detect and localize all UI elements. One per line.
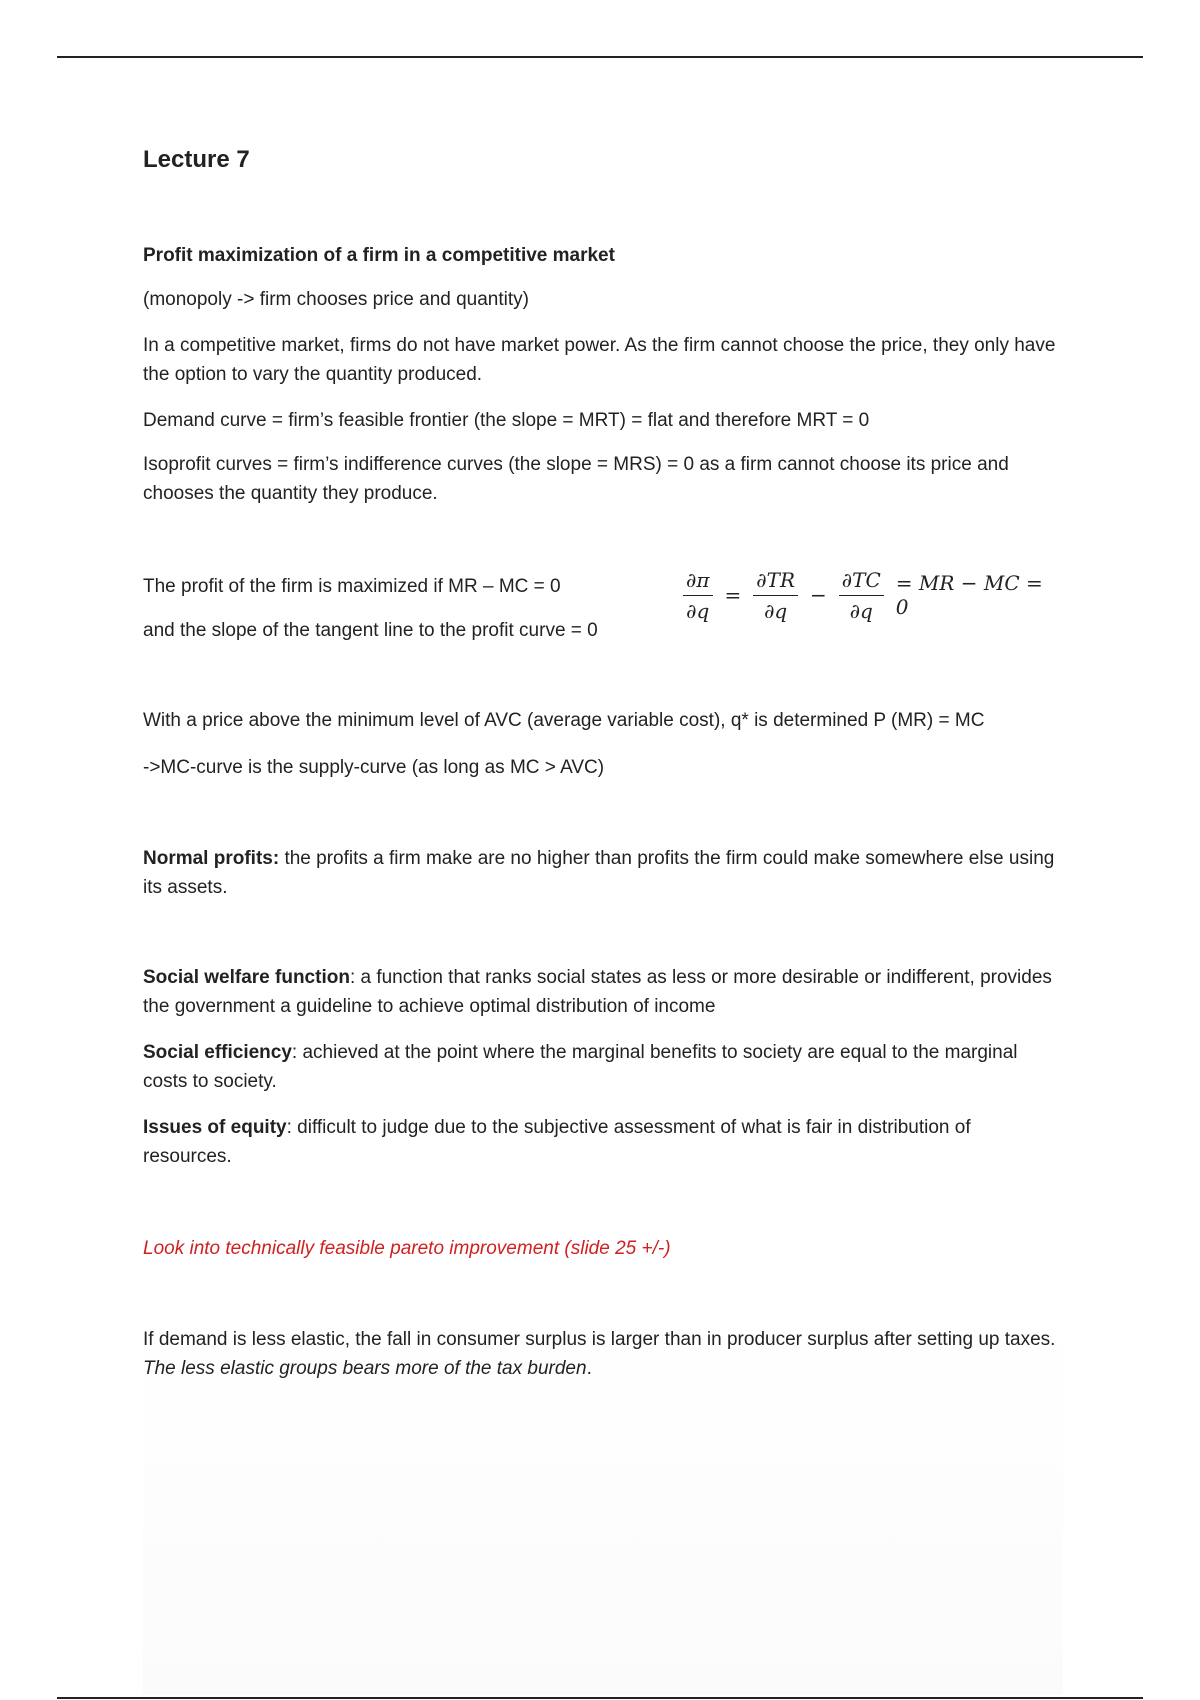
fraction-tc xyxy=(839,567,884,624)
demand-curve-paragraph: Demand curve = firm’s feasible frontier (the slope = MRT) = flat and therefore MRT = 0 xyxy=(143,410,870,431)
elasticity-end: . xyxy=(586,1358,592,1379)
elasticity-paragraph xyxy=(143,1325,1063,1383)
elasticity-text: If demand is less elastic, the fall in consumer surplus is larger than in producer surplus after setting up taxes. xyxy=(143,1329,1056,1350)
normal-profits-paragraph xyxy=(143,844,1063,902)
equity-paragraph xyxy=(143,1113,1063,1171)
mc-supply-paragraph: ->MC-curve is the supply-curve (as long as MC > AVC) xyxy=(143,757,605,778)
equation-rhs: = MR − MC = 0 xyxy=(895,571,1043,619)
profit-max-line-1: The profit of the firm is maximized if MR – MC = 0 xyxy=(143,576,561,597)
social-efficiency-term: Social efficiency xyxy=(143,1042,292,1063)
competitive-market-paragraph: In a competitive market, firms do not have market power. As the firm cannot choose the price, they only have the option to vary the quantity produced. xyxy=(143,335,1056,385)
fraction-pi xyxy=(683,567,713,624)
equity-definition: : difficult to judge due to the subjective assessment of what is fair in distribution of resources. xyxy=(143,1117,971,1167)
social-welfare-definition: : a function that ranks social states as less or more desirable or indifferent, provides the government a guideline to achieve optimal distribution of income xyxy=(143,967,1052,1017)
top-rule xyxy=(57,56,1143,58)
profit-max-line-2: and the slope of the tangent line to the profit curve = 0 xyxy=(143,620,598,641)
price-avc-paragraph: With a price above the minimum level of AVC (average variable cost), q* is determined P (MR) = MC xyxy=(143,710,985,731)
denominator: ∂q xyxy=(686,598,710,623)
isoprofit-paragraph: Isoprofit curves = firm’s indifference curves (the slope = MRS) = 0 as a firm cannot choose its price and chooses the quantity they produce. xyxy=(143,454,1009,504)
social-welfare-paragraph xyxy=(143,963,1063,1021)
numerator: ∂π xyxy=(683,567,713,596)
social-efficiency-paragraph xyxy=(143,1038,1063,1096)
equity-term: Issues of equity xyxy=(143,1117,287,1138)
minus-sign: − xyxy=(810,583,827,607)
numerator: ∂TR xyxy=(753,567,798,596)
social-efficiency-definition: : achieved at the point where the marginal benefits to society are equal to the marginal costs to society. xyxy=(143,1042,1018,1092)
section-heading: Profit maximization of a firm in a competitive market xyxy=(143,245,615,266)
elasticity-italic: The less elastic groups bears more of the tax burden xyxy=(143,1358,587,1379)
normal-profits-term: Normal profits: xyxy=(143,848,280,869)
equals-sign: = xyxy=(724,583,742,607)
denominator: ∂q xyxy=(849,598,873,623)
numerator: ∂TC xyxy=(839,567,884,596)
normal-profits-definition: the profits a firm make are no higher than profits the firm could make somewhere else using its assets. xyxy=(143,848,1055,898)
bottom-rule xyxy=(57,1697,1143,1699)
fraction-tr xyxy=(753,567,798,624)
profit-derivative-equation xyxy=(677,560,1063,630)
page-title: Lecture 7 xyxy=(143,146,250,173)
denominator: ∂q xyxy=(764,598,788,623)
pareto-note: Look into technically feasible pareto improvement (slide 25 +/-) xyxy=(143,1238,671,1259)
monopoly-note: (monopoly -> firm chooses price and quantity) xyxy=(143,289,529,310)
social-welfare-term: Social welfare function xyxy=(143,967,350,988)
